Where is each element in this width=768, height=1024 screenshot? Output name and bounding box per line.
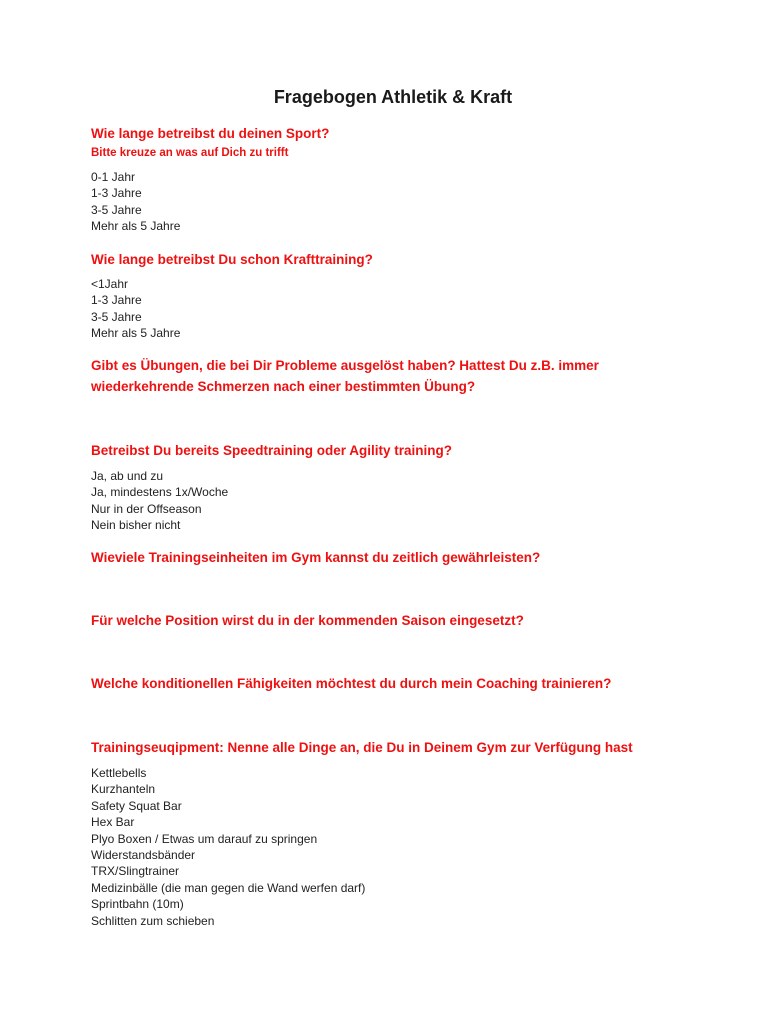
option-item[interactable]: 1-3 Jahre xyxy=(91,293,142,308)
question-text: Wieviele Trainingseinheiten im Gym kannst du zeitlich gewährleisten? xyxy=(91,550,541,565)
equipment-item[interactable]: Medizinbälle (die man gegen die Wand werfen darf) xyxy=(91,880,366,895)
option-item[interactable]: 0-1 Jahr xyxy=(91,170,136,184)
option-item[interactable]: 3-5 Jahre xyxy=(91,202,142,217)
question-text: Betreibst Du bereits Speedtraining oder Agility training? xyxy=(91,443,453,458)
equipment-item[interactable]: Sprintbahn (10m) xyxy=(91,897,184,912)
equipment-item[interactable]: Widerstandsbänder xyxy=(91,848,196,863)
option-item[interactable]: 1-3 Jahre xyxy=(91,186,142,201)
question-4 xyxy=(91,440,691,534)
question-7 xyxy=(91,673,691,694)
equipment-item[interactable]: Hex Bar xyxy=(91,815,135,830)
equipment-item[interactable]: Plyo Boxen / Etwas um darauf zu springen xyxy=(91,831,318,846)
equipment-item[interactable]: Kurzhanteln xyxy=(91,782,156,797)
equipment-item[interactable]: Kettlebells xyxy=(91,766,147,780)
question-text: Für welche Position wirst du in der kommenden Saison eingesetzt? xyxy=(91,613,524,628)
question-hint: Bitte kreuze an was auf Dich zu trifft xyxy=(91,147,289,159)
option-item[interactable]: 3-5 Jahre xyxy=(91,309,142,324)
question-text: Gibt es Übungen, die bei Dir Probleme ausgelöst haben? Hattest Du z.B. immer wiederkehrende Schmerzen nach einer bestimmten Übung? xyxy=(91,358,599,394)
page-title: Fragebogen Athletik & Kraft xyxy=(273,87,513,107)
option-item[interactable]: Ja, mindestens 1x/Woche xyxy=(91,485,229,500)
option-item[interactable]: Mehr als 5 Jahre xyxy=(91,326,181,341)
question-3 xyxy=(91,355,691,397)
option-list xyxy=(91,468,691,534)
question-text: Wie lange betreibst du deinen Sport? xyxy=(91,126,330,141)
question-8 xyxy=(91,737,711,929)
question-text: Welche konditionellen Fähigkeiten möchtest du durch mein Coaching trainieren? xyxy=(91,676,612,691)
question-6 xyxy=(91,610,691,631)
option-item[interactable]: Ja, ab und zu xyxy=(91,469,164,483)
option-item[interactable]: Nur in der Offseason xyxy=(91,501,202,516)
question-1 xyxy=(91,123,691,235)
option-list xyxy=(91,169,691,235)
equipment-item[interactable]: Safety Squat Bar xyxy=(91,798,182,813)
equipment-item[interactable]: Schlitten zum schieben xyxy=(91,913,215,928)
question-text: Trainingseuqipment: Nenne alle Dinge an, die Du in Deinem Gym zur Verfügung hast xyxy=(91,740,633,755)
option-list xyxy=(91,276,691,342)
equipment-item[interactable]: TRX/Slingtrainer xyxy=(91,864,180,879)
option-item[interactable]: <1Jahr xyxy=(91,277,129,291)
option-item[interactable]: Mehr als 5 Jahre xyxy=(91,219,181,234)
option-item[interactable]: Nein bisher nicht xyxy=(91,518,181,533)
equipment-list xyxy=(91,765,711,929)
question-2 xyxy=(91,249,691,342)
question-text: Wie lange betreibst Du schon Krafttraining? xyxy=(91,252,373,267)
question-5 xyxy=(91,547,691,568)
